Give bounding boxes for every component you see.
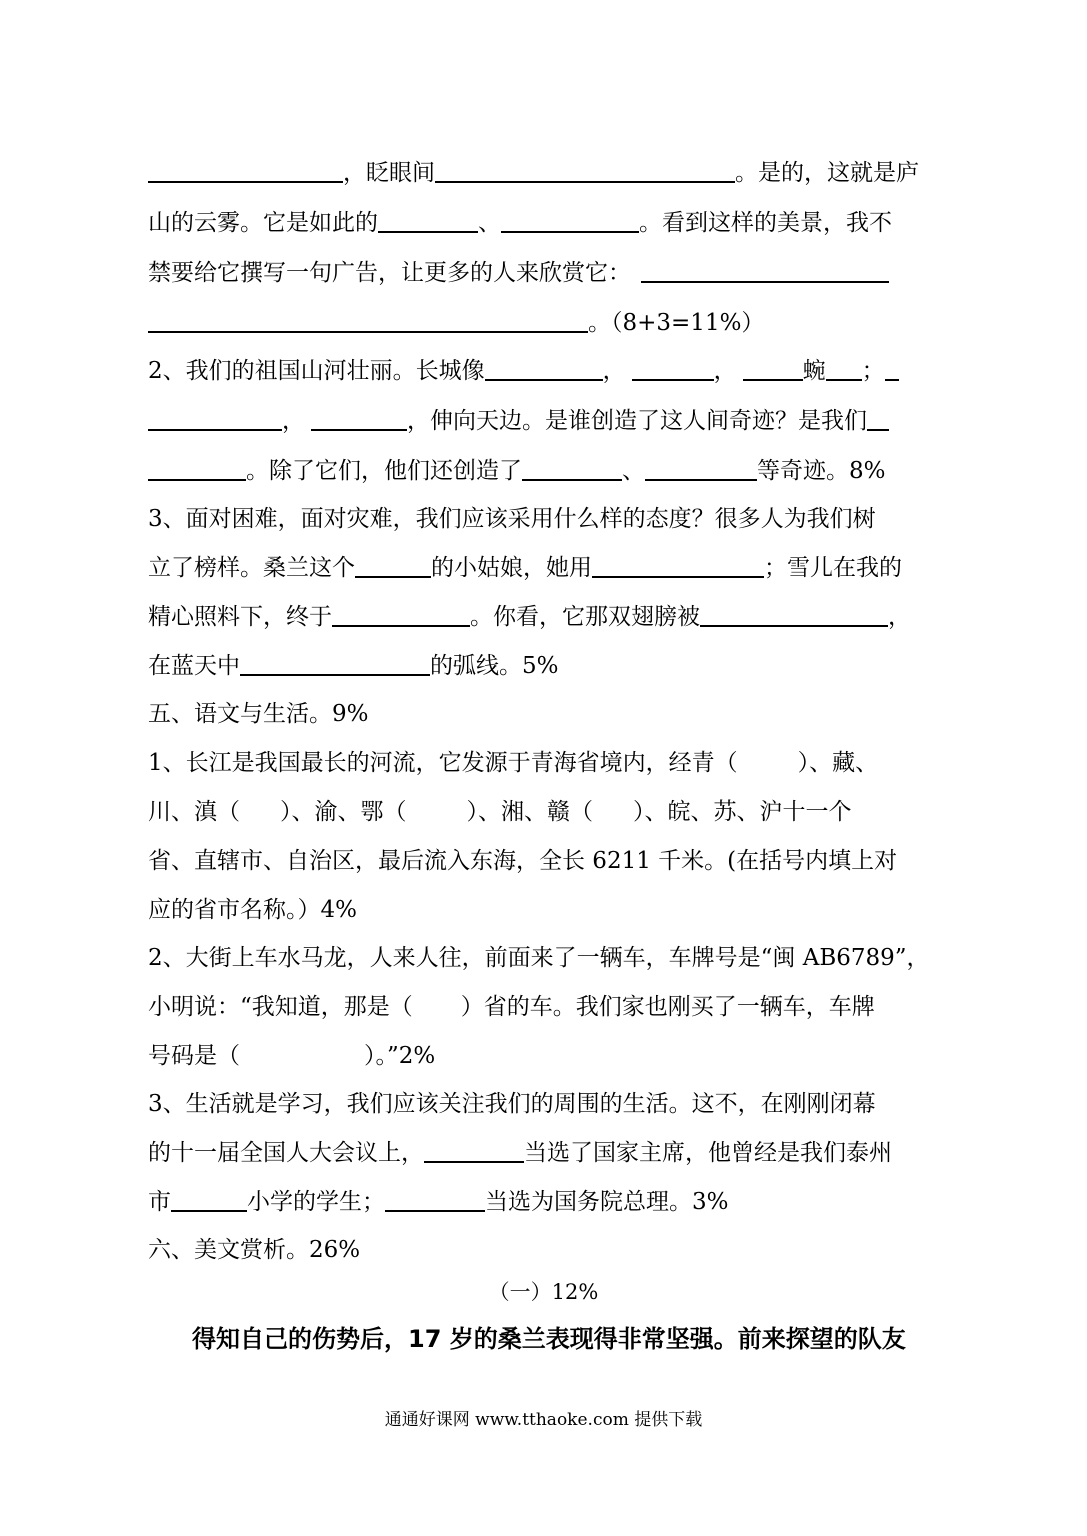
- blank[interactable]: [378, 209, 478, 233]
- blank[interactable]: [645, 457, 757, 481]
- section-5-heading: 五、语文与生活。9%: [148, 701, 369, 727]
- blank[interactable]: [743, 357, 803, 381]
- passage-line: 得知自己的伤势后，17 岁的桑兰表现得非常坚强。前来探望的队友: [192, 1325, 906, 1353]
- blank[interactable]: [240, 652, 430, 676]
- text-line: 立了榜样。桑兰这个 的小姑娘，她用 ；雪儿在我的: [148, 555, 902, 581]
- blank[interactable]: [485, 357, 603, 381]
- question-3b-line: 3、生活就是学习，我们应该关注我们的周围的生活。这不，在刚刚闭幕: [148, 1091, 876, 1117]
- question-1-line: 1、长江是我国最长的河流，它发源于青海省境内，经青（ ）、藏、: [148, 750, 879, 776]
- blank[interactable]: [867, 407, 889, 431]
- text-line: 川、滇（ ）、渝、鄂（ ）、湘、赣（ ）、皖、苏、沪十一个: [148, 799, 852, 825]
- section-6-heading: 六、美文赏析。26%: [148, 1237, 361, 1263]
- text-line: 禁要给它撰写一句广告，让更多的人来欣赏它：: [148, 258, 889, 288]
- text-line: 号码是（ ）。”2%: [148, 1043, 436, 1069]
- blank[interactable]: [885, 357, 899, 381]
- subheading: （一）12%: [488, 1280, 599, 1304]
- blank[interactable]: [171, 1188, 247, 1212]
- blank[interactable]: [632, 357, 714, 381]
- text-line: ， ，伸向天边。是谁创造了这人间奇迹？是我们: [148, 406, 889, 436]
- blank[interactable]: [148, 309, 588, 333]
- question-2-line: 2、我们的祖国山河壮丽。长城像 ， ， 蜿 ；: [148, 356, 899, 386]
- blank[interactable]: [424, 1139, 524, 1163]
- text-line: 省、直辖市、自治区，最后流入东海，全长 6211 千米。(在括号内填上对: [148, 848, 898, 874]
- blank[interactable]: [148, 159, 343, 183]
- blank[interactable]: [826, 357, 862, 381]
- text-line: 在蓝天中 的弧线。5%: [148, 653, 559, 679]
- blank[interactable]: [641, 259, 889, 283]
- blank[interactable]: [700, 603, 888, 627]
- text-line: ，眨眼间 。是的，这就是庐: [148, 158, 919, 188]
- blank[interactable]: [332, 603, 470, 627]
- text-line: 。（8+3=11%）: [148, 308, 764, 338]
- blank[interactable]: [311, 407, 407, 431]
- blank[interactable]: [355, 554, 431, 578]
- text-line: 山的云雾。它是如此的 、 。看到这样的美景，我不: [148, 210, 892, 236]
- question-2b-line: 2、大街上车水马龙，人来人往，前面来了一辆车，车牌号是“闽 AB6789”，: [148, 945, 930, 971]
- blank[interactable]: [501, 209, 639, 233]
- text-line: 。除了它们，他们还创造了 、 等奇迹。8%: [148, 456, 886, 486]
- blank[interactable]: [592, 554, 764, 578]
- question-3-line: 3、面对困难，面对灾难，我们应该采用什么样的态度？很多人为我们树: [148, 506, 876, 532]
- blank[interactable]: [522, 457, 622, 481]
- blank[interactable]: [148, 407, 282, 431]
- blank[interactable]: [148, 457, 246, 481]
- text-line: 小明说：“我知道，那是（ ）省的车。我们家也刚买了一辆车，车牌: [148, 994, 875, 1020]
- footer: 通通好课网 www.tthaoke.com 提供下载: [384, 1410, 703, 1430]
- blank[interactable]: [385, 1188, 485, 1212]
- text-line: 市 小学的学生； 当选为国务院总理。3%: [148, 1189, 729, 1215]
- blank[interactable]: [435, 159, 735, 183]
- text-line: 的十一届全国人大会议上， 当选了国家主席，他曾经是我们泰州: [148, 1140, 892, 1166]
- text-line: 精心照料下，终于 。你看，它那双翅膀被 ，: [148, 604, 911, 630]
- text-line: 应的省市名称。）4%: [148, 897, 357, 923]
